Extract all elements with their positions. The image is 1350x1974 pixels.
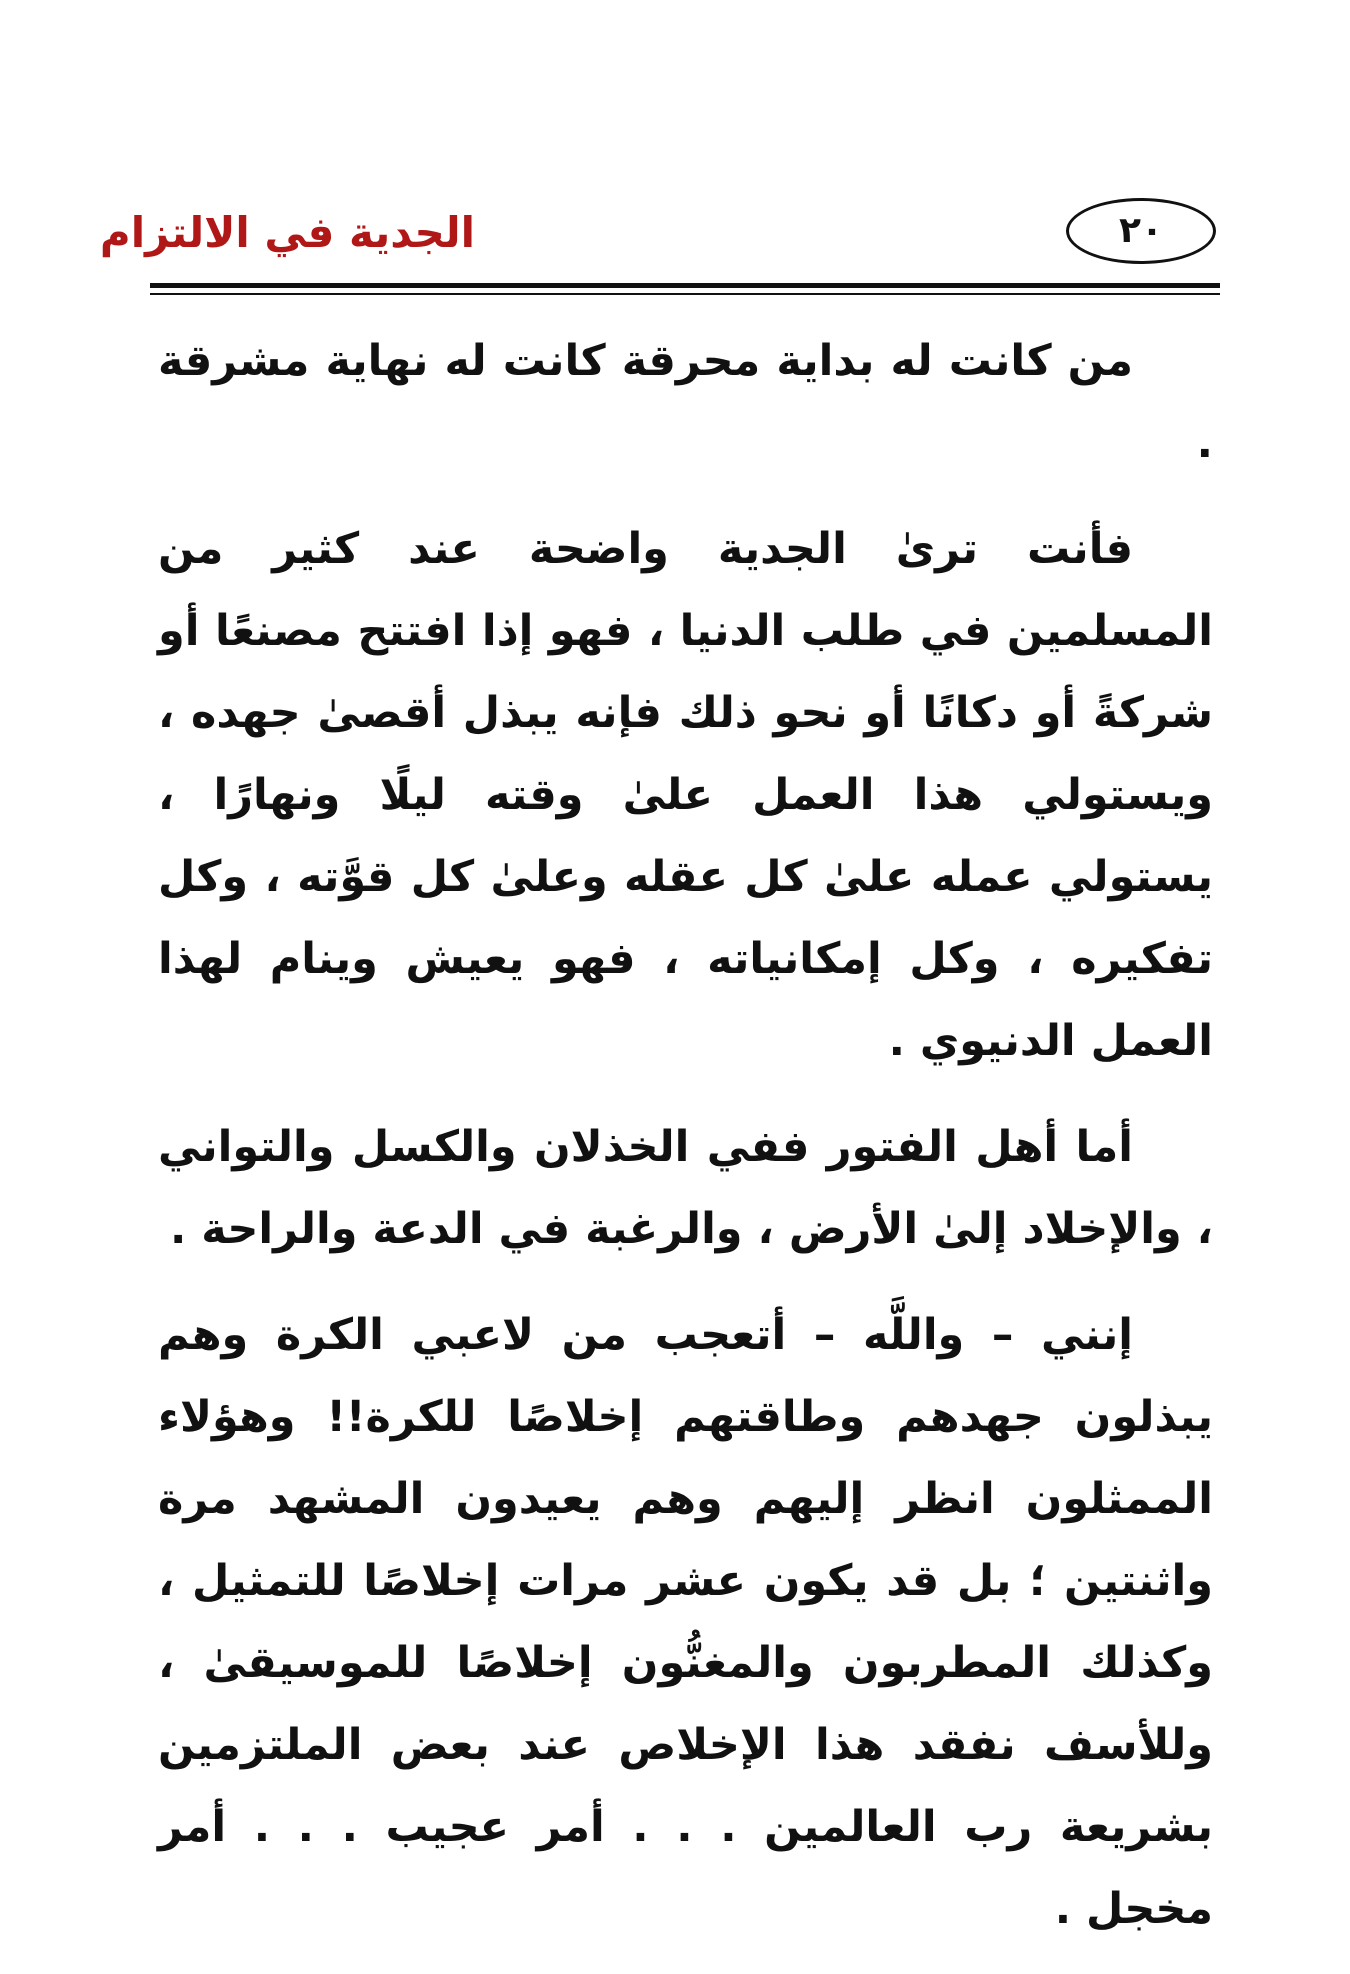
paragraph-3: أما أهل الفتور ففي الخذلان والكسل والتواني ، والإخلاد إلىٰ الأرض ، والرغبة في الدعة والراحة . [158, 1122, 1213, 1254]
header-rule-thin [150, 293, 1220, 295]
paragraph-1: من كانت له بداية محرقة كانت له نهاية مشرقة . [158, 336, 1213, 468]
page-number: ٢٠ [1066, 198, 1216, 264]
paragraph-4: إنني – واللَّه – أتعجب من لاعبي الكرة وهم يبذلون جهدهم وطاقتهم إخلاصًا للكرة!! وهؤلاء الممثلون انظر إليهم وهم يعيدون المشهد مرة واثنتين ؛ بل قد يكون عشر مرات إخلاصًا للتمثيل ، وكذلك المطربون والمغنُّون إخلاصًا للموسيقىٰ ، وللأسف نفقد هذا الإخلاص عند بعض الملتزمين بشريعة رب العالمين . . . أمر عجيب . . . أمر مخجل . [158, 1310, 1213, 1934]
page-header [99, 190, 1220, 275]
running-title: الجدية في الالتزام [99, 208, 475, 257]
header-rule-thick [150, 283, 1220, 288]
paragraph-2: فأنت ترىٰ الجدية واضحة عند كثير من المسلمين في طلب الدنيا ، فهو إذا افتتح مصنعًا أو شركةً أو دكانًا أو نحو ذلك فإنه يبذل أقصىٰ جهده ، ويستولي هذا العمل علىٰ وقته ليلًا ونهارًا ، يستولي عمله علىٰ كل عقله وعلىٰ كل قوَّته ، وكل تفكيره ، وكل إمكانياته ، فهو يعيش وينام لهذا العمل الدنيوي . [158, 524, 1213, 1066]
body-text [158, 320, 1213, 1974]
